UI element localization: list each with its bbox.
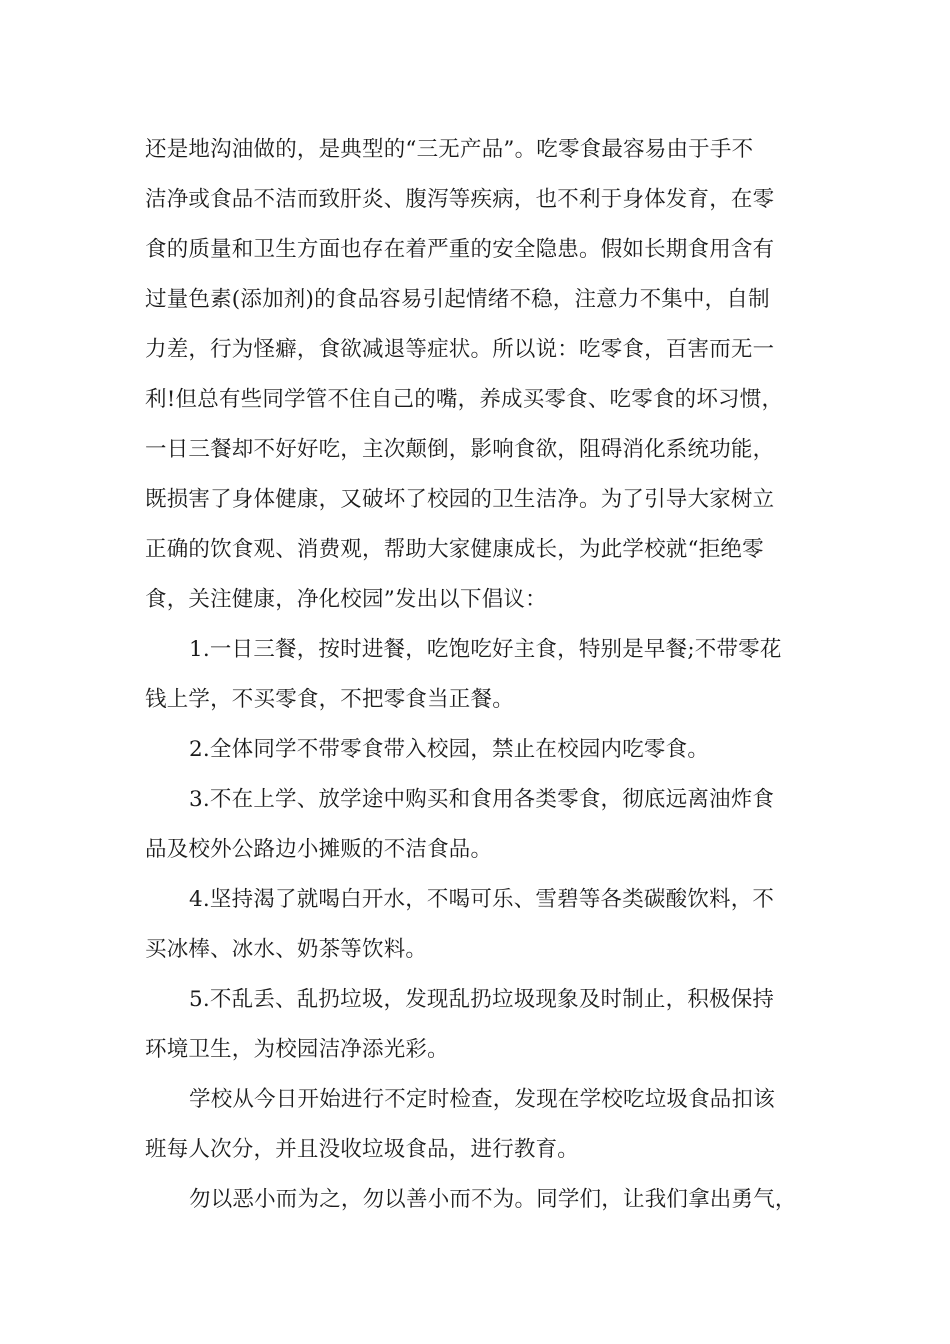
paragraph-line: 勿以恶小而为之，勿以善小而不为。同学们，让我们拿出勇气， — [189, 1187, 797, 1212]
text-line: 既损害了身体健康，又破坏了校园的卫生洁净。为了引导大家树立 — [145, 487, 775, 512]
text-line: 一日三餐却不好好吃，主次颠倒，影响食欲，阻碍消化系统功能， — [145, 437, 775, 462]
text-line: 还是地沟油做的，是典型的“三无产品”。吃零食最容易由于手不 — [145, 137, 754, 162]
list-item-5-line: 环境卫生，为校园洁净添光彩。 — [145, 1037, 449, 1062]
list-item-1-line: 钱上学，不买零食，不把零食当正餐。 — [145, 687, 514, 712]
paragraph-line: 学校从今日开始进行不定时检查，发现在学校吃垃圾食品扣该 — [189, 1087, 775, 1112]
text-line: 食的质量和卫生方面也存在着严重的安全隐患。假如长期食用含有 — [145, 237, 775, 262]
list-item-3-line: 品及校外公路边小摊贩的不洁食品。 — [145, 837, 493, 862]
list-item-3-line: 3.不在上学、放学途中购买和食用各类零食，彻底远离油炸食 — [189, 787, 775, 812]
list-item-4-line: 4.坚持渴了就喝白开水，不喝可乐、雪碧等各类碳酸饮料，不 — [189, 887, 775, 912]
list-item-2-line: 2.全体同学不带零食带入校园，禁止在校园内吃零食。 — [189, 737, 710, 762]
text-line: 力差，行为怪癖，食欲减退等症状。所以说：吃零食，百害而无一 — [145, 337, 775, 362]
text-line: 利!但总有些同学管不住自己的嘴，养成买零食、吃零食的坏习惯， — [145, 387, 784, 412]
list-item-5-line: 5.不乱丢、乱扔垃圾，发现乱扔垃圾现象及时制止，积极保持 — [189, 987, 775, 1012]
text-line: 过量色素(添加剂)的食品容易引起情绪不稳，注意力不集中，自制 — [145, 287, 770, 312]
list-item-4-line: 买冰棒、冰水、奶茶等饮料。 — [145, 937, 428, 962]
text-line: 正确的饮食观、消费观，帮助大家健康成长，为此学校就“拒绝零 — [145, 537, 764, 562]
text-line: 洁净或食品不洁而致肝炎、腹泻等疾病，也不利于身体发育，在零 — [145, 187, 775, 212]
paragraph-line: 班每人次分，并且没收垃圾食品，进行教育。 — [145, 1137, 580, 1162]
list-item-1-line: 1.一日三餐，按时进餐，吃饱吃好主食，特别是早餐;不带零花 — [189, 637, 782, 662]
text-line: 食，关注健康，净化校园”发出以下倡议： — [145, 587, 547, 612]
